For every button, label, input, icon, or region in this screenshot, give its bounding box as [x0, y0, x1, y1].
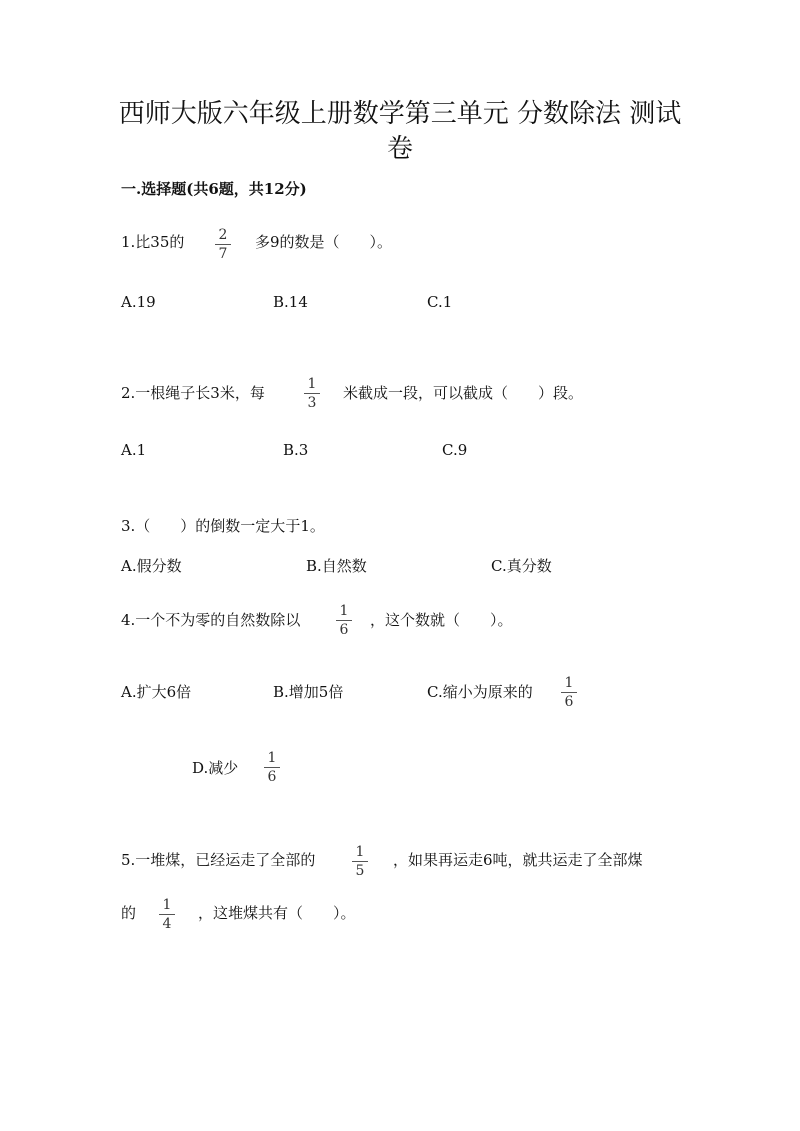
- question-2-stem-start: 2.一根绳子长3米，每: [121, 384, 265, 402]
- fraction-denominator: 5: [355, 863, 365, 879]
- fraction-numerator: 1: [307, 376, 317, 392]
- question-1-option-b[interactable]: B.14: [273, 293, 308, 311]
- fraction-numerator: 2: [218, 227, 228, 243]
- question-5-fraction-2: [157, 897, 177, 932]
- fraction-numerator: 1: [339, 603, 349, 619]
- fraction-numerator: 1: [267, 750, 277, 766]
- fraction-denominator: 6: [267, 769, 277, 785]
- question-1-stem-end: 多9的数是（ ）。: [255, 233, 393, 251]
- fraction-numerator: 1: [162, 897, 172, 913]
- section-heading: 一.选择题(共6题，共12分): [121, 180, 307, 198]
- question-2-option-b[interactable]: B.3: [283, 441, 309, 459]
- fraction-bar: [304, 393, 320, 394]
- question-1-option-a[interactable]: A.19: [121, 293, 156, 311]
- fraction-denominator: 3: [307, 395, 317, 411]
- question-2-option-c[interactable]: C.9: [442, 441, 468, 459]
- question-5-line2-end: ，这堆煤共有（ ）。: [198, 904, 356, 922]
- fraction-denominator: 7: [218, 246, 228, 262]
- question-3-option-a[interactable]: A.假分数: [121, 557, 182, 575]
- page-title-continued: 卷: [386, 134, 413, 164]
- fraction-denominator: 4: [162, 916, 172, 932]
- question-3-stem: 3.（ ）的倒数一定大于1。: [121, 517, 325, 535]
- question-4-stem-start: 4.一个不为零的自然数除以: [121, 611, 301, 629]
- fraction-bar: [159, 914, 175, 915]
- page-title: 西师大版六年级上册数学第三单元 分数除法 测试: [118, 99, 682, 129]
- fraction-bar: [561, 692, 577, 693]
- fraction-bar: [336, 620, 352, 621]
- question-2-stem-end: 米截成一段，可以截成（ ）段。: [343, 384, 584, 402]
- question-2-option-a[interactable]: A.1: [121, 441, 147, 459]
- question-2-fraction: [302, 376, 322, 411]
- question-1-stem-start: 1.比35的: [121, 233, 185, 251]
- question-4-fraction: [334, 603, 354, 638]
- question-5-stem-end: ，如果再运走6吨，就共运走了全部煤: [393, 851, 643, 869]
- question-4-option-a[interactable]: A.扩大6倍: [121, 683, 192, 701]
- question-5-line2-start: 的: [121, 904, 137, 922]
- question-4-stem-end: ，这个数就（ ）。: [370, 611, 513, 629]
- question-3-option-b[interactable]: B.自然数: [306, 557, 367, 575]
- fraction-denominator: 6: [339, 622, 349, 638]
- question-1-option-c[interactable]: C.1: [427, 293, 453, 311]
- question-5-fraction: [350, 844, 370, 879]
- fraction-bar: [215, 244, 231, 245]
- question-4-option-b[interactable]: B.增加5倍: [273, 683, 344, 701]
- question-3-option-c[interactable]: C.真分数: [491, 557, 552, 575]
- fraction-bar: [352, 861, 368, 862]
- question-4-option-d[interactable]: D.减少: [192, 759, 239, 777]
- fraction-denominator: 6: [564, 694, 574, 710]
- question-4-option-d-fraction: [262, 750, 282, 785]
- question-5-stem-start: 5.一堆煤，已经运走了全部的: [121, 851, 316, 869]
- question-1-fraction: [213, 227, 233, 262]
- question-4-option-c[interactable]: C.缩小为原来的: [427, 683, 533, 701]
- fraction-numerator: 1: [355, 844, 365, 860]
- question-4-option-c-fraction: [559, 675, 579, 710]
- fraction-bar: [264, 767, 280, 768]
- fraction-numerator: 1: [564, 675, 574, 691]
